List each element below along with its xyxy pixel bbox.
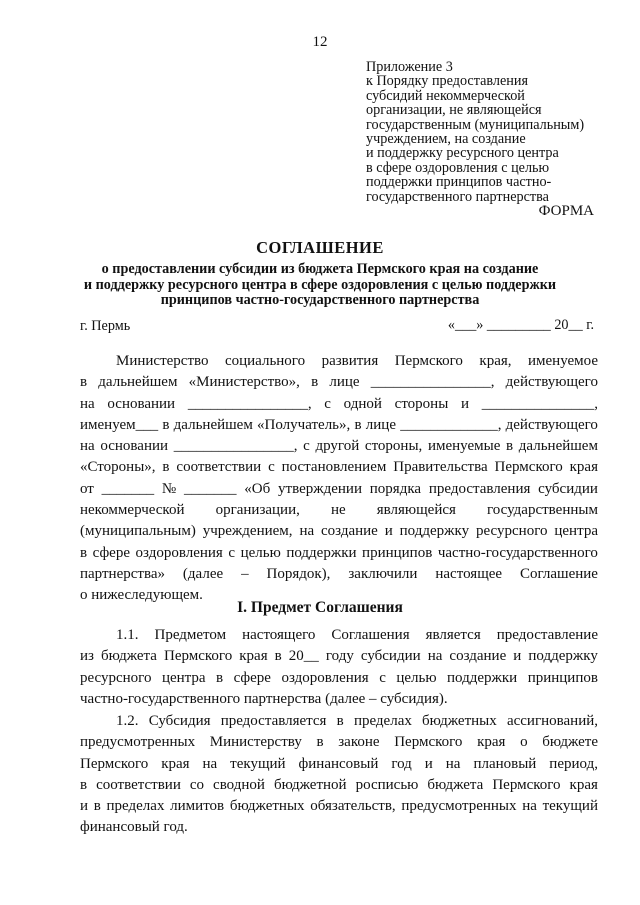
word: в	[162, 416, 170, 433]
word: «Получатель»,	[257, 416, 351, 433]
word: Пермского	[492, 776, 561, 793]
text-line	[80, 625, 598, 646]
word: бюджетной	[273, 776, 347, 793]
word: действующего	[505, 416, 598, 433]
word: и	[80, 798, 89, 815]
word: финансовый год.	[80, 819, 188, 836]
word: с	[228, 544, 236, 561]
city: г. Пермь	[80, 318, 131, 334]
word: обязательств,	[310, 798, 396, 815]
document-title: СОГЛАШЕНИЕ	[256, 238, 384, 257]
word: края	[477, 734, 506, 751]
word: именуемое	[527, 353, 598, 369]
word: государственным	[487, 502, 598, 519]
word: на	[445, 755, 461, 772]
word: пределах	[353, 713, 412, 729]
word: поддержки	[447, 669, 518, 686]
word: _______________,	[481, 395, 598, 412]
text-line	[80, 394, 598, 415]
page-number: 12	[312, 34, 328, 50]
text-line	[80, 351, 598, 372]
appendix-line: субсидий некоммерческой	[366, 87, 525, 104]
word: «Стороны»,	[80, 459, 156, 476]
word: предоставляется	[220, 713, 327, 729]
word: порядка	[369, 480, 422, 497]
word: в	[80, 544, 88, 561]
word: с	[268, 459, 275, 476]
word: году	[325, 648, 354, 665]
word: поддержку	[528, 648, 598, 665]
word: финансовый	[298, 755, 379, 772]
word: поддержку	[399, 523, 470, 540]
word: создание	[321, 523, 378, 540]
word: плановый	[473, 755, 537, 772]
word: целью	[396, 669, 437, 686]
word: со	[189, 776, 205, 793]
appendix-line: Приложение 3	[366, 59, 453, 75]
date-field: «___» _________ 20__ г.	[447, 317, 594, 333]
text-line	[80, 668, 598, 689]
word: заключили	[348, 565, 418, 582]
word: законе	[338, 734, 380, 751]
text-line	[80, 796, 598, 817]
word: сводной	[213, 776, 265, 793]
word: в	[274, 648, 282, 665]
word: стороны	[394, 395, 449, 412]
text-line	[80, 415, 598, 436]
appendix-line: поддержки принципов частно-	[366, 174, 552, 191]
word: некоммерческой	[80, 502, 185, 519]
word: «Об	[244, 480, 271, 497]
word: утверждении	[278, 480, 362, 497]
word: именуем___	[80, 416, 159, 433]
word: предусмотренных	[80, 734, 196, 751]
word: №	[161, 480, 177, 497]
word: в	[316, 734, 324, 751]
word: в	[354, 416, 362, 433]
subtitle-line: о предоставлении субсидии из бюджета Пермского края на создание	[101, 261, 539, 277]
word: социального	[224, 353, 306, 369]
word: Субсидия	[148, 713, 211, 729]
text-line	[80, 479, 598, 500]
text-line	[80, 436, 598, 457]
word: и	[461, 395, 470, 412]
word: ________________,	[173, 438, 298, 455]
text-line	[80, 564, 598, 585]
word: предоставления	[428, 480, 531, 497]
word: края	[569, 776, 598, 793]
text-line	[80, 500, 598, 521]
word: Министерству	[209, 734, 302, 751]
word: год	[391, 755, 412, 772]
form-label: ФОРМА	[538, 203, 594, 219]
text-line	[80, 689, 598, 710]
word: Порядок),	[266, 565, 331, 582]
word: настоящего	[242, 627, 316, 643]
word: в	[506, 438, 514, 455]
word: являющейся	[376, 502, 456, 519]
word: с	[379, 669, 386, 686]
text-line	[80, 817, 598, 838]
word: центра	[554, 523, 598, 540]
word: Пермского	[163, 648, 233, 665]
word: Пермского	[394, 353, 463, 369]
word: _______	[184, 480, 237, 497]
word: бюджетных	[422, 713, 497, 729]
word: Пермского	[394, 734, 463, 751]
word: в	[93, 798, 101, 815]
word: субсидии	[360, 648, 421, 665]
word: Правительства	[393, 459, 488, 476]
word: в	[80, 776, 88, 793]
word: на	[80, 395, 95, 412]
word: бюджете	[542, 734, 598, 751]
word: _____________,	[400, 416, 502, 433]
word: –	[241, 565, 249, 582]
word: ресурсного	[80, 669, 152, 686]
word: о	[520, 734, 528, 751]
word: Пермского	[494, 459, 563, 476]
word: сфере	[92, 544, 131, 561]
intro-paragraph	[80, 351, 598, 607]
word: дальнейшем	[518, 438, 598, 455]
text-line	[80, 372, 598, 393]
word: _______	[101, 480, 155, 497]
word: «Министерство»,	[188, 374, 300, 391]
word: оздоровления	[281, 669, 369, 686]
word: настоящее	[435, 565, 503, 582]
word: с	[324, 395, 331, 412]
word: бюджетных	[229, 798, 305, 815]
text-line	[80, 521, 598, 542]
word: текущий	[230, 755, 286, 772]
word: учреждением,	[202, 523, 293, 540]
word: и	[384, 523, 393, 540]
appendix-line: и поддержку ресурсного центра	[366, 145, 559, 162]
appendix-block	[366, 60, 606, 204]
word: края	[569, 459, 598, 476]
paragraph-1-1	[80, 625, 598, 710]
word: на	[202, 755, 218, 772]
word: соответствии	[176, 459, 262, 476]
text-line	[80, 732, 598, 753]
word: 1.2.	[116, 713, 139, 729]
word: о нижеследующем.	[80, 587, 203, 604]
word: 20__	[288, 648, 319, 665]
word: дальнейшем	[173, 416, 253, 433]
word: пределах	[106, 798, 165, 815]
word: Предметом	[154, 627, 227, 643]
text-line	[80, 754, 598, 775]
word: на	[299, 523, 315, 540]
word: центра	[161, 669, 206, 686]
word: на	[522, 798, 537, 815]
text-line	[80, 711, 598, 732]
word: оздоровления	[135, 544, 223, 561]
word: (муниципальным)	[80, 523, 196, 540]
word: поддержки	[286, 544, 357, 561]
word: период,	[549, 755, 598, 772]
word: дальнейшем	[98, 374, 178, 391]
word: и	[513, 648, 522, 665]
word: на	[80, 438, 95, 455]
word: в	[80, 374, 88, 391]
word: края,	[479, 353, 512, 369]
word: сфере	[233, 669, 271, 686]
word: постановлением	[281, 459, 387, 476]
word: одной	[343, 395, 382, 412]
word: из	[80, 648, 94, 665]
text-line	[80, 775, 598, 796]
appendix-line: государственным (муниципальным)	[366, 116, 585, 133]
word: является	[425, 627, 481, 643]
word: создание	[449, 648, 507, 665]
word: лице	[329, 374, 360, 391]
text-line	[80, 646, 598, 667]
word: ________________,	[370, 374, 495, 391]
word: не	[330, 502, 346, 519]
word: принципов	[362, 544, 433, 561]
paragraph-1-2	[80, 711, 598, 839]
word: бюджета	[101, 648, 157, 665]
appendix-line: организации, не являющейся	[366, 102, 542, 119]
word: основании	[100, 438, 169, 455]
word: ресурсного	[476, 523, 548, 540]
word: соответствии	[96, 776, 181, 793]
word: именуемые	[427, 438, 501, 455]
appendix-line: к Порядку предоставления	[366, 73, 528, 90]
word: лимитов	[170, 798, 225, 815]
word: и	[424, 755, 433, 772]
word: с	[303, 438, 310, 455]
section-1-title: I. Предмет Соглашения	[237, 599, 403, 616]
appendix-line: учреждением, на создание	[366, 131, 526, 148]
word: ________________,	[187, 395, 312, 412]
word: в	[336, 713, 344, 729]
text-line	[80, 457, 598, 478]
word: в	[311, 374, 319, 391]
word: целью	[240, 544, 281, 561]
word: росписью	[355, 776, 419, 793]
word: Соглашения	[331, 627, 410, 643]
appendix-line: в сфере оздоровления с целью	[366, 159, 550, 176]
word: развития	[321, 353, 379, 369]
word: Пермского	[80, 755, 149, 772]
subtitle-line: и поддержку ресурсного центра в сфере оздоровления с целью поддержки	[83, 276, 557, 293]
word: края	[239, 648, 268, 665]
word: текущий	[542, 798, 598, 815]
word: ассигнований,	[506, 713, 598, 729]
word: принципов	[527, 669, 598, 686]
word: частно-государственного	[437, 544, 598, 561]
word: субсидии	[538, 480, 598, 497]
word: (далее	[182, 565, 224, 582]
word: предусмотренных	[401, 798, 517, 815]
word: лице	[365, 416, 396, 433]
word: бюджета	[427, 776, 484, 793]
word: Министерство	[116, 353, 209, 369]
word: стороны,	[364, 438, 423, 455]
word: другой	[315, 438, 360, 455]
word: Соглашение	[520, 565, 598, 582]
word: в	[162, 459, 170, 476]
word: действующего	[505, 374, 598, 391]
text-line	[80, 543, 598, 564]
appendix-line: государственного партнерства	[366, 188, 549, 205]
word: основании	[107, 395, 176, 412]
word: края	[161, 755, 190, 772]
word: от	[80, 480, 94, 497]
word: в	[216, 669, 224, 686]
word: частно-государственного партнерства (далее – субсидия).	[80, 690, 448, 707]
word: на	[427, 648, 443, 665]
subtitle-line: принципов частно-государственного партнерства	[160, 292, 480, 308]
word: предоставление	[496, 627, 598, 643]
word: 1.1.	[116, 627, 139, 643]
word: партнерства»	[80, 565, 165, 582]
document-subtitle	[40, 262, 600, 309]
word: организации,	[215, 502, 300, 519]
